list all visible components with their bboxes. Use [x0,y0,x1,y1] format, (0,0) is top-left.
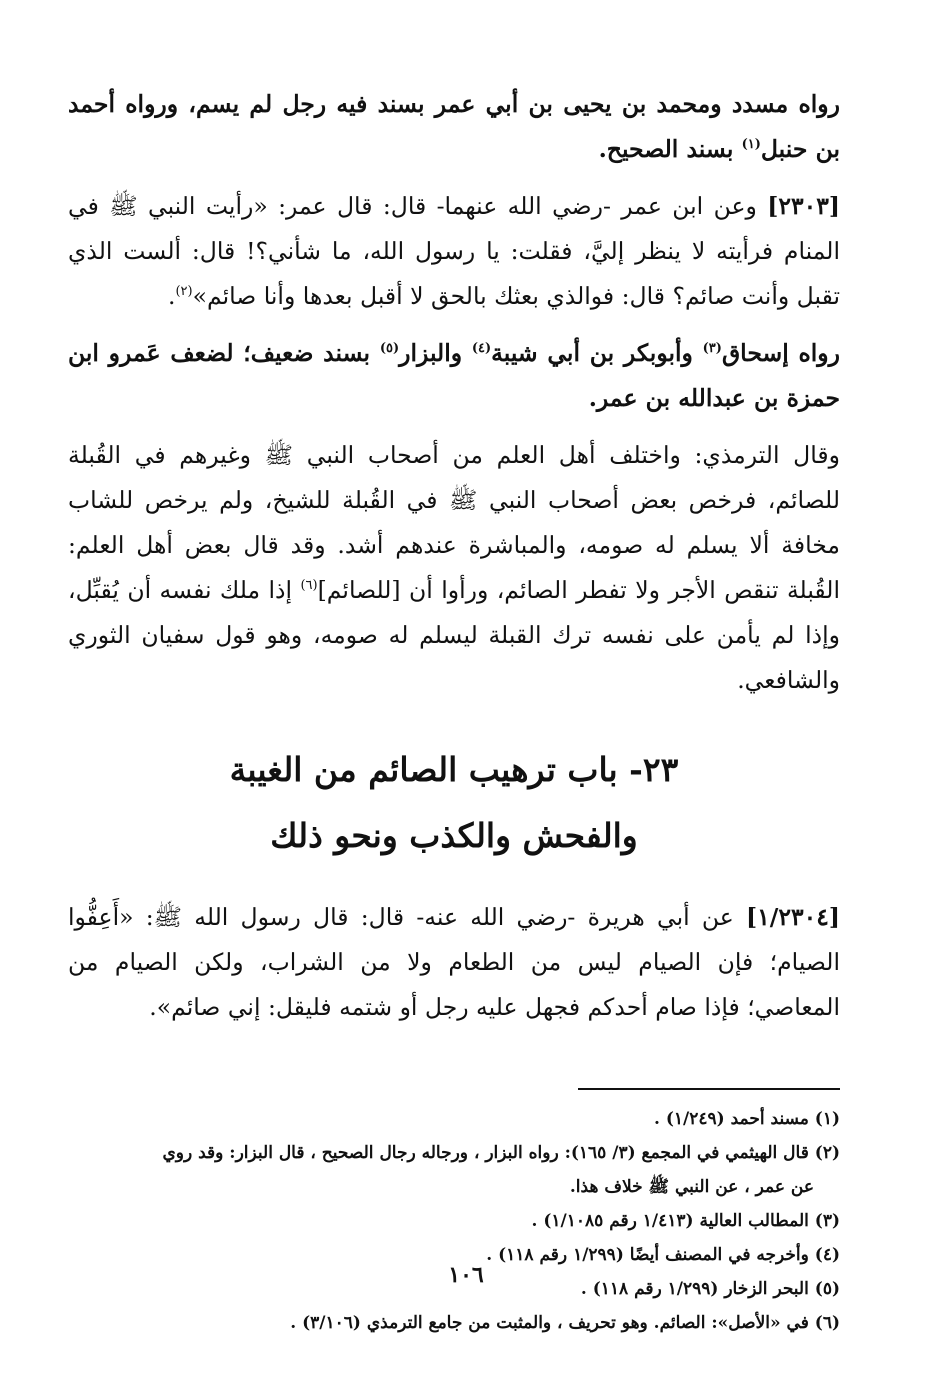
footnote-divider [578,1088,840,1090]
paragraph-narration-1 [68,82,840,172]
footnote-text: (٥) البحر الزخار (١/٢٩٩ رقم ١١٨) . [580,1279,840,1299]
chapter-heading-line-1: ٢٣- باب ترهيب الصائم من الغيبة [229,750,679,789]
footnote-ref-4[interactable]: (٤) [471,341,492,357]
paragraph-text: بسند ضعيف؛ لضعف عَمرو ابن حمزة بن عبدالله بن عمر. [68,339,840,412]
paragraph-text: رواه إسحاق [721,339,840,367]
paragraph-text: والبزار [399,339,472,367]
footnote-text: (٤) وأخرجه في المصنف أيضًا (١/٢٩٩ رقم ١١٨) . [486,1245,840,1265]
footnote-text: (٣) المطالب العالية (١/٤١٣ رقم ١/١٠٨٥) . [531,1211,840,1231]
footnote-2 [68,1136,840,1204]
paragraph-text: إذا ملك نفسه أن يُقبِّل، وإذا لم يأمن على نفسه ترك القبلة ليسلم له صومه، وهو قول سفيان الثوري والشافعي. [68,576,840,694]
footnote-text: (١) مسند أحمد (١/٢٤٩) . [654,1109,840,1129]
footnote-text: (٦) في «الأصل»: الصائم. وهو تحريف ، والمثبت من جامع الترمذي (٣/١٠٦) . [290,1313,840,1333]
paragraph-tirmidhi [68,433,840,703]
chapter-heading-line-2: والفحش والكذب ونحو ذلك [270,816,638,855]
hadith-number: [١/٢٣٠٤] [746,903,840,931]
paragraph-text: . [167,282,176,310]
footnote-ref-1[interactable]: (١) [741,137,761,153]
footnote-ref-5[interactable]: (٥) [379,341,400,357]
page-number: ١٠٦ [448,1262,484,1288]
footnote-continuation: عن عمر ، عن النبي ﷺ خلاف هذا. [569,1177,814,1197]
hadith-text: عن أبي هريرة -رضي الله عنه- قال: قال رسول الله ﷺ: «أَعِفُّوا الصيام؛ فإن الصيام ليس من الطعام ولا من الشراب، ولكن الصيام من المعاصي؛ فإذا صام أحدكم فجهل عليه رجل أو شتمه فليقل: إني صائم». [68,903,840,1021]
footnote-text: (٢) قال الهيثمي في المجمع (٣/ ١٦٥): رواه البزار ، ورجاله رجال الصحيح ، قال البزار: وقد روي [162,1143,840,1163]
paragraph-text: وأبوبكر بن أبي شيبة [491,339,703,367]
paragraph-text: وقال الترمذي: واختلف أهل العلم من أصحاب النبي ﷺ وغيرهم في القُبلة للصائم، فرخص بعض أصحاب النبي ﷺ في القُبلة للشيخ، ولم يرخص للشاب مخافة ألا يسلم له صومه، والمباشرة عندهم أشد. وقد قال بعض أهل العلم: القُبلة تنقص الأجر ولا تفطر الصائم، ورأوا أن [للصائم] [68,441,840,604]
paragraph-text: رواه مسدد ومحمد بن يحيى بن أبي عمر بسند فيه رجل لم يسم، ورواه أحمد بن حنبل [68,90,840,163]
footnote-ref-2[interactable]: (٢) [175,284,193,300]
paragraph-narration-2 [68,331,840,421]
footnote-ref-6[interactable]: (٦) [300,578,318,594]
footnotes [68,1102,840,1340]
footnote-1 [68,1102,840,1136]
paragraph-text: بسند الصحيح. [598,135,742,163]
hadith-2304 [68,895,840,1030]
hadith-2303 [68,184,840,319]
footnote-ref-3[interactable]: (٣) [702,341,722,357]
hadith-text: وعن ابن عمر -رضي الله عنهما- قال: قال عمر: «رأيت النبي ﷺ في المنام فرأيته لا ينظر إليَّ، فقلت: يا رسول الله، ما شأني؟! قال: ألست الذي تقبل وأنت صائم؟ قال: فوالذي بعثك بالحق لا أقبل بعدها وأنا صائم» [68,192,840,310]
hadith-number: [٢٣٠٣] [767,192,840,220]
chapter-heading [68,737,840,869]
footnote-6 [68,1306,840,1340]
footnote-3 [68,1204,840,1238]
